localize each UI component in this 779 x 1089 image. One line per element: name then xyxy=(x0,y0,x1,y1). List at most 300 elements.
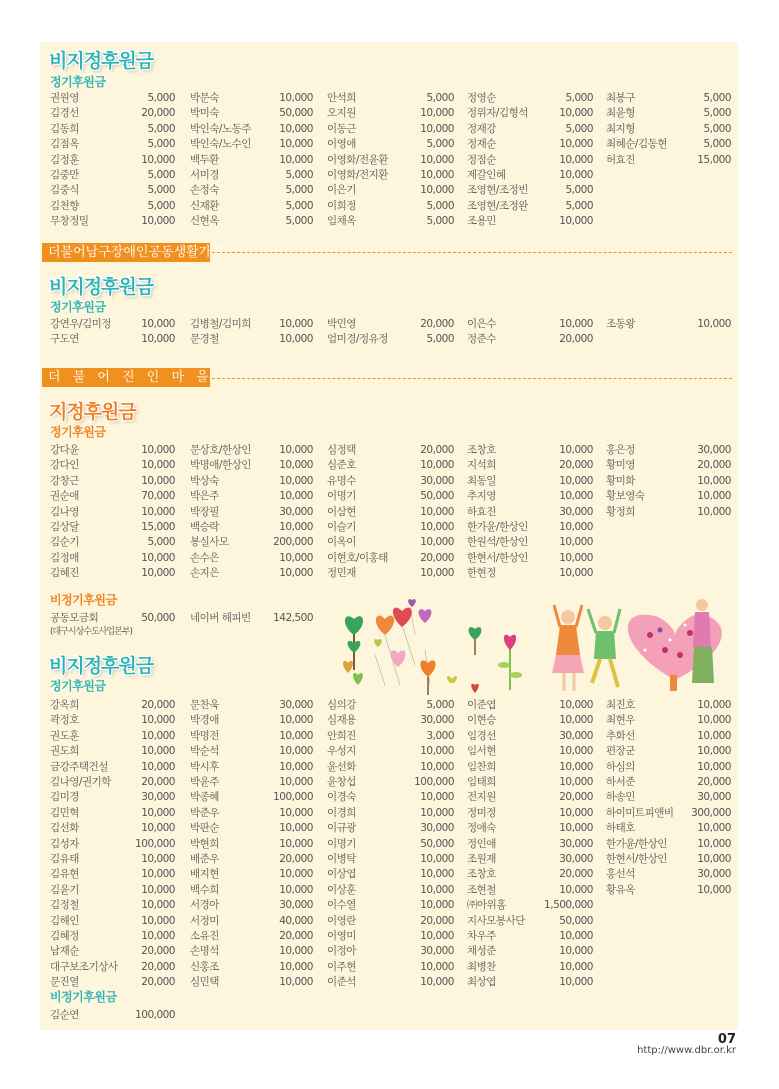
donor-amount: 10,000 xyxy=(279,945,313,958)
donor-name: 김민혁 xyxy=(50,806,79,819)
donor-amount: 10,000 xyxy=(559,883,593,896)
donor-amount: 10,000 xyxy=(279,822,313,835)
donor-amount: 20,000 xyxy=(697,459,731,472)
donor-name: 허효진 xyxy=(606,153,635,166)
donor-name: 박인숙/노수인 xyxy=(190,138,251,151)
donor-amount: 10,000 xyxy=(697,745,731,758)
donor-name: 신재환 xyxy=(190,199,219,212)
donor-amount: 10,000 xyxy=(279,883,313,896)
donor-amount: 10,000 xyxy=(559,490,593,503)
donor-name: 김선화 xyxy=(50,822,79,835)
donor-amount: 10,000 xyxy=(559,138,593,151)
donor-amount: 30,000 xyxy=(559,729,593,742)
donor-name: 손정숙 xyxy=(190,184,219,197)
donor-name: 황유옥 xyxy=(606,883,635,896)
donor-name: 박민영 xyxy=(327,318,356,330)
donor-amount: 10,000 xyxy=(141,760,175,773)
donor-amount: 10,000 xyxy=(279,729,313,742)
donor-name: 심민택 xyxy=(190,976,219,989)
donor-name: 안희진 xyxy=(327,729,356,742)
donor-name: 이준엽 xyxy=(467,699,496,711)
donor-name: 이정아 xyxy=(327,945,356,958)
donor-amount: 10,000 xyxy=(697,822,731,835)
donor-name: 추지영 xyxy=(467,490,496,503)
donor-amount: 5,000 xyxy=(147,536,175,549)
donor-name: 지사모봉사단 xyxy=(467,914,525,927)
donor-name: 박경애 xyxy=(190,714,219,727)
donor-name: 문진열 xyxy=(50,976,79,989)
subheading-regular: 정기후원금 xyxy=(50,75,106,89)
donor-amount: 10,000 xyxy=(420,868,454,881)
donor-name: 권순애 xyxy=(50,490,79,503)
donor-name: 황미화 xyxy=(606,474,635,487)
donor-amount: 20,000 xyxy=(141,945,175,958)
donor-name: 김정철 xyxy=(50,899,79,912)
donor-name: 한현정 xyxy=(467,567,496,580)
donor-amount: 10,000 xyxy=(279,567,313,580)
donor-amount: 10,000 xyxy=(279,776,313,788)
donor-name: 정영순 xyxy=(467,92,496,104)
donor-name: 강창근 xyxy=(50,474,79,487)
donor-amount: 20,000 xyxy=(279,853,313,865)
donor-name: 백승락 xyxy=(190,521,219,533)
donor-amount: 5,000 xyxy=(147,169,175,181)
donor-amount: 10,000 xyxy=(420,107,454,120)
donor-amount: 10,000 xyxy=(279,868,313,881)
donor-amount: 10,000 xyxy=(697,714,731,727)
donor-amount: 10,000 xyxy=(279,333,313,346)
donor-name: 조영현/조정완 xyxy=(467,199,528,212)
donor-amount: 5,000 xyxy=(426,215,454,228)
donor-amount: 20,000 xyxy=(141,976,175,989)
donor-name: 정민재 xyxy=(327,567,356,580)
donor-name: 박명전 xyxy=(190,729,219,742)
donor-amount: 10,000 xyxy=(420,883,454,896)
donor-amount: 10,000 xyxy=(559,760,593,773)
donor-name: 임태희 xyxy=(467,776,496,788)
donor-name: 문경철 xyxy=(190,333,219,346)
donor-amount: 10,000 xyxy=(141,930,175,942)
donor-name: 조현철 xyxy=(467,883,496,896)
donor-amount: 20,000 xyxy=(420,318,454,330)
donor-name: 권도희 xyxy=(50,745,79,758)
donor-amount: 10,000 xyxy=(141,551,175,564)
website-url[interactable]: http://www.dbr.or.kr xyxy=(637,1045,736,1056)
donor-amount: 5,000 xyxy=(703,138,731,151)
donor-amount: 20,000 xyxy=(420,914,454,927)
donor-name: 이경숙 xyxy=(327,791,356,804)
donor-amount: 10,000 xyxy=(279,806,313,819)
donor-amount: 30,000 xyxy=(420,822,454,835)
donor-name: 소유진 xyxy=(190,930,219,942)
donor-amount: 5,000 xyxy=(426,199,454,212)
donor-name: 이병탁 xyxy=(327,853,356,865)
donor-name: 추화선 xyxy=(606,729,635,742)
donor-amount: 10,000 xyxy=(420,153,454,166)
donor-name: 박명애/한상인 xyxy=(190,459,251,472)
donor-name: 정준수 xyxy=(467,333,496,346)
donor-name: 심재용 xyxy=(327,714,356,727)
donor-name: 하이미트피앤비 xyxy=(606,806,674,819)
donor-amount: 10,000 xyxy=(559,699,593,711)
donor-amount: 30,000 xyxy=(697,444,731,456)
donor-name: 배지현 xyxy=(190,868,219,881)
subheading-regular: 정기후원금 xyxy=(50,679,106,693)
donor-amount: 20,000 xyxy=(559,333,593,346)
donor-name: 김점옥 xyxy=(50,138,79,151)
child-figure-icon xyxy=(588,609,620,687)
donor-amount: 20,000 xyxy=(141,960,175,973)
donor-name: 엄미경/정유정 xyxy=(327,333,388,346)
donor-name: 김순기 xyxy=(50,536,79,549)
donor-amount: 10,000 xyxy=(141,729,175,742)
donor-amount: 10,000 xyxy=(141,714,175,727)
donor-name: 대구보조기상사 xyxy=(50,960,118,973)
donor-name: 무창정밀 xyxy=(50,215,89,228)
donor-amount: 10,000 xyxy=(141,215,175,228)
donor-amount: 10,000 xyxy=(279,837,313,850)
donor-amount: 10,000 xyxy=(697,837,731,850)
donor-name: 심정택 xyxy=(327,444,356,456)
donor-amount: 20,000 xyxy=(141,107,175,120)
donor-amount: 3,000 xyxy=(426,729,454,742)
donor-amount: 30,000 xyxy=(559,505,593,518)
donor-name: 신홍조 xyxy=(190,960,219,973)
donor-amount: 10,000 xyxy=(141,567,175,580)
donor-amount: 20,000 xyxy=(141,776,175,788)
section-heading-undesignated: 비지정후원금 xyxy=(49,655,154,677)
donor-name: 정재강 xyxy=(467,122,496,135)
donor-name: 김혜정 xyxy=(50,930,79,942)
donor-name: 이영화/전지환 xyxy=(327,169,388,181)
donor-name: 조동왕 xyxy=(606,318,635,330)
donor-name: 우성지 xyxy=(327,745,356,758)
donor-name: 이현승 xyxy=(467,714,496,727)
donor-name: 손명석 xyxy=(190,945,219,958)
donor-name: 최진호 xyxy=(606,699,635,711)
donor-amount: 10,000 xyxy=(420,806,454,819)
donor-amount: 10,000 xyxy=(141,333,175,346)
donor-amount: 10,000 xyxy=(279,474,313,487)
donor-amount: 10,000 xyxy=(559,745,593,758)
donor-name: 김천향 xyxy=(50,199,79,212)
donor-name: 남재순 xyxy=(50,945,79,958)
donor-name: 김윤기 xyxy=(50,883,79,896)
donor-amount: 10,000 xyxy=(279,459,313,472)
donor-amount: 100,000 xyxy=(273,791,313,804)
donor-amount: 10,000 xyxy=(420,536,454,549)
donor-amount: 1,500,000 xyxy=(544,899,593,912)
donor-name: 홍은정 xyxy=(606,444,635,456)
donor-name: 최혜순/김동현 xyxy=(606,138,667,151)
donor-amount: 30,000 xyxy=(279,699,313,711)
donor-amount: 10,000 xyxy=(559,444,593,456)
donor-name: 이규광 xyxy=(327,822,356,835)
donor-name: 백두환 xyxy=(190,153,219,166)
donor-name: 김순연 xyxy=(50,1009,79,1021)
donor-name: 홍선석 xyxy=(606,868,635,881)
donor-amount: 10,000 xyxy=(279,444,313,456)
donor-name: 공동모금회 xyxy=(50,612,99,624)
donor-amount: 10,000 xyxy=(420,930,454,942)
donor-name: 배준우 xyxy=(190,853,219,865)
donor-name: 안석희 xyxy=(327,92,356,104)
donor-amount: 10,000 xyxy=(420,505,454,518)
donor-amount: 10,000 xyxy=(559,318,593,330)
donor-amount: 10,000 xyxy=(697,760,731,773)
donor-amount: 5,000 xyxy=(147,199,175,212)
donor-name: 박인숙/노동주 xyxy=(190,122,251,135)
donor-name: 김유태 xyxy=(50,853,79,865)
donor-amount: 10,000 xyxy=(559,551,593,564)
donor-amount: 5,000 xyxy=(426,138,454,151)
donor-name: 임경선 xyxy=(467,729,496,742)
donor-amount: 10,000 xyxy=(141,459,175,472)
donor-name: 조창호 xyxy=(467,444,496,456)
section-banner-group-home: 더불어남구장애인공동생활가정 xyxy=(42,243,210,262)
donor-amount: 10,000 xyxy=(279,122,313,135)
donor-name: 박준우 xyxy=(190,806,219,819)
donor-amount: 10,000 xyxy=(141,853,175,865)
donor-amount: 10,000 xyxy=(279,960,313,973)
donor-amount: 5,000 xyxy=(703,122,731,135)
donor-amount: 5,000 xyxy=(147,122,175,135)
donor-amount: 10,000 xyxy=(559,806,593,819)
donor-name: 권원영 xyxy=(50,92,79,104)
donor-name: 강다윤 xyxy=(50,444,79,456)
donor-amount: 10,000 xyxy=(697,853,731,865)
donor-amount: 10,000 xyxy=(279,714,313,727)
donor-name: 조원재 xyxy=(467,853,496,865)
donor-amount: 30,000 xyxy=(279,505,313,518)
donor-amount: 100,000 xyxy=(414,776,454,788)
tree-icon xyxy=(343,616,363,685)
donor-amount: 10,000 xyxy=(420,122,454,135)
donor-name: 박미숙 xyxy=(190,107,219,120)
donor-name: 조용민 xyxy=(467,215,496,228)
donor-name: 차우주 xyxy=(467,930,496,942)
donor-amount: 10,000 xyxy=(420,184,454,197)
donor-name: 박시후 xyxy=(190,760,219,773)
section-heading-undesignated: 비지정후원금 xyxy=(49,276,154,298)
donor-amount: 10,000 xyxy=(141,505,175,518)
donor-name: 김병철/김미희 xyxy=(190,318,251,330)
donor-amount: 10,000 xyxy=(141,822,175,835)
donor-amount: 100,000 xyxy=(135,837,175,850)
donor-name: 금강주택건설 xyxy=(50,760,108,773)
donor-name: 김중식 xyxy=(50,184,79,197)
donor-amount: 10,000 xyxy=(279,138,313,151)
donor-amount: 5,000 xyxy=(565,199,593,212)
banner-divider xyxy=(212,252,732,253)
donor-amount: 20,000 xyxy=(420,551,454,564)
donor-amount: 5,000 xyxy=(285,199,313,212)
donor-amount: 10,000 xyxy=(420,791,454,804)
donor-amount: 10,000 xyxy=(559,521,593,533)
donor-name: 최윤형 xyxy=(606,107,635,120)
donor-amount: 10,000 xyxy=(420,976,454,989)
donor-amount: 10,000 xyxy=(420,567,454,580)
donor-name: 박문숙 xyxy=(190,92,219,104)
donor-amount: 10,000 xyxy=(697,490,731,503)
donor-name: 조영현/조정빈 xyxy=(467,184,528,197)
donor-amount: 10,000 xyxy=(141,914,175,927)
donor-name: 박장필 xyxy=(190,505,219,518)
donor-name: 김정훈 xyxy=(50,153,79,166)
donor-amount: 20,000 xyxy=(559,459,593,472)
donor-name: 네이버 해피빈 xyxy=(190,612,251,624)
decorative-illustration xyxy=(330,595,735,695)
section-heading-undesignated: 비지정후원금 xyxy=(49,50,154,72)
donor-amount: 300,000 xyxy=(691,806,731,819)
donor-name: ㈜아위홈 xyxy=(467,899,506,912)
donor-name: 서정미 xyxy=(190,914,219,927)
donor-name: 김혜진 xyxy=(50,567,79,580)
donor-name: 이명기 xyxy=(327,490,356,503)
donor-name: 권도훈 xyxy=(50,729,79,742)
donor-name: 문찬욱 xyxy=(190,699,219,711)
donor-amount: 10,000 xyxy=(141,153,175,166)
donor-amount: 10,000 xyxy=(697,699,731,711)
donor-amount: 10,000 xyxy=(279,551,313,564)
donor-amount: 5,000 xyxy=(147,184,175,197)
donor-amount: 10,000 xyxy=(697,318,731,330)
section-heading-designated: 지정후원금 xyxy=(49,401,136,423)
donor-name: 지석희 xyxy=(467,459,496,472)
donor-name: 임찬희 xyxy=(467,760,496,773)
donor-name: 박순석 xyxy=(190,745,219,758)
donor-name: 최봉구 xyxy=(606,92,635,104)
donor-amount: 30,000 xyxy=(420,474,454,487)
subheading-regular: 정기후원금 xyxy=(50,300,106,314)
donor-amount: 10,000 xyxy=(559,567,593,580)
donor-name: 하심의 xyxy=(606,760,635,773)
donor-name: 하태호 xyxy=(606,822,635,835)
donor-amount: 10,000 xyxy=(141,868,175,881)
donor-name: 이은수 xyxy=(467,318,496,330)
donor-amount: 20,000 xyxy=(141,699,175,711)
donor-name: 이동근 xyxy=(327,122,356,135)
donor-amount: 10,000 xyxy=(420,760,454,773)
donor-name: 정위자/김형석 xyxy=(467,107,528,120)
donor-name: 박상숙 xyxy=(190,474,219,487)
donor-name: 한원석/한상인 xyxy=(467,536,528,549)
donor-name: 박종혜 xyxy=(190,791,219,804)
donor-name: 한현서/한상인 xyxy=(606,853,667,865)
donor-amount: 10,000 xyxy=(279,521,313,533)
donor-amount: 50,000 xyxy=(420,490,454,503)
donor-name: 이희정 xyxy=(327,199,356,212)
donor-amount: 5,000 xyxy=(703,92,731,104)
donor-name: 서미경 xyxy=(190,169,219,181)
donor-name: 이은기 xyxy=(327,184,356,197)
donor-amount: 10,000 xyxy=(697,474,731,487)
donor-amount: 10,000 xyxy=(420,459,454,472)
donor-name: 편장군 xyxy=(606,745,635,758)
donor-amount: 5,000 xyxy=(565,122,593,135)
donor-amount: 10,000 xyxy=(559,169,593,181)
donor-amount: 10,000 xyxy=(559,107,593,120)
donor-name: 손수은 xyxy=(190,551,219,564)
donor-amount: 10,000 xyxy=(559,536,593,549)
donor-amount: 5,000 xyxy=(285,184,313,197)
donor-name: 이옥이 xyxy=(327,536,356,549)
donor-amount: 15,000 xyxy=(141,521,175,533)
donor-amount: 100,000 xyxy=(135,1009,175,1021)
donor-name: 윤선화 xyxy=(327,760,356,773)
child-figure-icon xyxy=(552,605,584,691)
donor-amount: 50,000 xyxy=(279,107,313,120)
donor-name: 이명기 xyxy=(327,837,356,850)
donor-name: 김유현 xyxy=(50,868,79,881)
donor-name: 한현서/한상인 xyxy=(467,551,528,564)
donor-name: 김미경 xyxy=(50,791,79,804)
flower-icon xyxy=(498,635,522,690)
page-number: 07 xyxy=(717,1032,736,1047)
donor-amount: 10,000 xyxy=(420,960,454,973)
subheading-nonregular: 비정기후원금 xyxy=(50,593,117,607)
donor-name: 윤창섭 xyxy=(327,776,356,788)
donor-name: 김해인 xyxy=(50,914,79,927)
donor-name: 채성준 xyxy=(467,945,496,958)
donor-amount: 10,000 xyxy=(141,318,175,330)
donor-amount: 10,000 xyxy=(559,960,593,973)
donor-amount: 30,000 xyxy=(559,837,593,850)
donor-name: 곽정호 xyxy=(50,714,79,727)
donor-name: 박현희 xyxy=(190,837,219,850)
donor-amount: 10,000 xyxy=(559,945,593,958)
donor-name: 김성자 xyxy=(50,837,79,850)
donor-name: 최지형 xyxy=(606,122,635,135)
donor-amount: 5,000 xyxy=(426,699,454,711)
donor-amount: 10,000 xyxy=(559,153,593,166)
donor-name: 황보영숙 xyxy=(606,490,645,503)
donor-amount: 5,000 xyxy=(147,138,175,151)
donor-amount: 10,000 xyxy=(141,899,175,912)
donor-name: 김동희 xyxy=(50,122,79,135)
donor-amount: 10,000 xyxy=(559,215,593,228)
donor-name: 이삼현 xyxy=(327,505,356,518)
donor-name: 하효진 xyxy=(467,505,496,518)
donor-name: 김나영/권기학 xyxy=(50,776,111,788)
donor-amount: 10,000 xyxy=(279,760,313,773)
donor-name: 강옥희 xyxy=(50,699,79,711)
donor-name: 유명수 xyxy=(327,474,356,487)
donor-name: 심의강 xyxy=(327,699,356,711)
donor-name: 정미정 xyxy=(467,806,496,819)
donor-amount: 10,000 xyxy=(279,318,313,330)
donor-name: 이현호/이홍태 xyxy=(327,551,388,564)
donor-name: 문상호/한상인 xyxy=(190,444,251,456)
donor-amount: 20,000 xyxy=(279,930,313,942)
donor-amount: 15,000 xyxy=(697,153,731,166)
donor-amount: 50,000 xyxy=(559,914,593,927)
donor-name: 봉실사모 xyxy=(190,536,229,549)
donor-name: 황정희 xyxy=(606,505,635,518)
donor-name: 한가윤/한상인 xyxy=(467,521,528,533)
donor-name: 최동일 xyxy=(467,474,496,487)
donor-amount: 50,000 xyxy=(141,612,175,624)
donor-name: 전지원 xyxy=(467,791,496,804)
donor-amount: 20,000 xyxy=(420,444,454,456)
donor-amount: 10,000 xyxy=(420,853,454,865)
donor-amount: 5,000 xyxy=(703,107,731,120)
donor-amount: 10,000 xyxy=(420,169,454,181)
donor-name: 김경선 xyxy=(50,107,79,120)
donor-amount: 10,000 xyxy=(420,899,454,912)
donor-name: 황미영 xyxy=(606,459,635,472)
donor-amount: 30,000 xyxy=(420,945,454,958)
